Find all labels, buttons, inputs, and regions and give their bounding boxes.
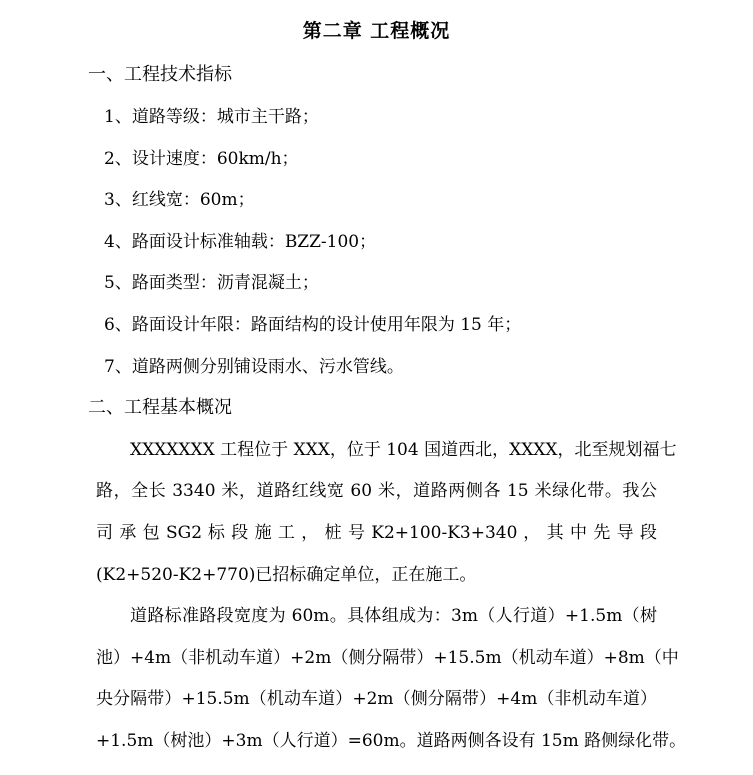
list-item: 7、道路两侧分别铺设雨水、污水管线。 xyxy=(104,357,404,377)
list-item: 4、路面设计标准轴载：BZZ-100； xyxy=(104,232,377,252)
paragraph-line: XXXXXXX 工程位于 XXX，位于 104 国道西北，XXXX，北至规划福七 xyxy=(130,440,677,460)
list-item: 6、路面设计年限：路面结构的设计使用年限为 15 年； xyxy=(104,315,522,335)
section-heading-basic-overview: 二、工程基本概况 xyxy=(88,397,232,418)
list-item: 1、道路等级：城市主干路； xyxy=(104,107,319,127)
paragraph-line: (K2+520-K2+770)已招标确定单位，正在施工。 xyxy=(96,565,477,585)
paragraph-line: 池）+4m（非机动车道）+2m（侧分隔带）+15.5m（机动车道）+8m（中 xyxy=(96,648,679,668)
paragraph-line: 央分隔带）+15.5m（机动车道）+2m（侧分隔带）+4m（非机动车道） xyxy=(96,689,657,709)
list-item: 5、路面类型：沥青混凝土； xyxy=(104,273,319,293)
paragraph-line: 道路标准路段宽度为 60m。具体组成为：3m（人行道）+1.5m（树 xyxy=(130,606,657,626)
paragraph-line: 路，全长 3340 米，道路红线宽 60 米，道路两侧各 15 米绿化带。我公 xyxy=(96,481,657,501)
list-item: 3、红线宽：60m； xyxy=(104,190,255,210)
section-heading-technical-indicators: 一、工程技术指标 xyxy=(88,64,232,85)
paragraph-line: +1.5m（树池）+3m（人行道）=60m。道路两侧各设有 15m 路侧绿化带。 xyxy=(96,731,687,751)
chapter-title: 第二章 工程概况 xyxy=(302,20,451,42)
paragraph-line: 司 承 包 SG2 标 段 施 工 ， 桩 号 K2+100-K3+340 ， 其 中 先 导 段 xyxy=(96,523,657,543)
list-item: 2、设计速度：60km/h； xyxy=(104,149,299,169)
